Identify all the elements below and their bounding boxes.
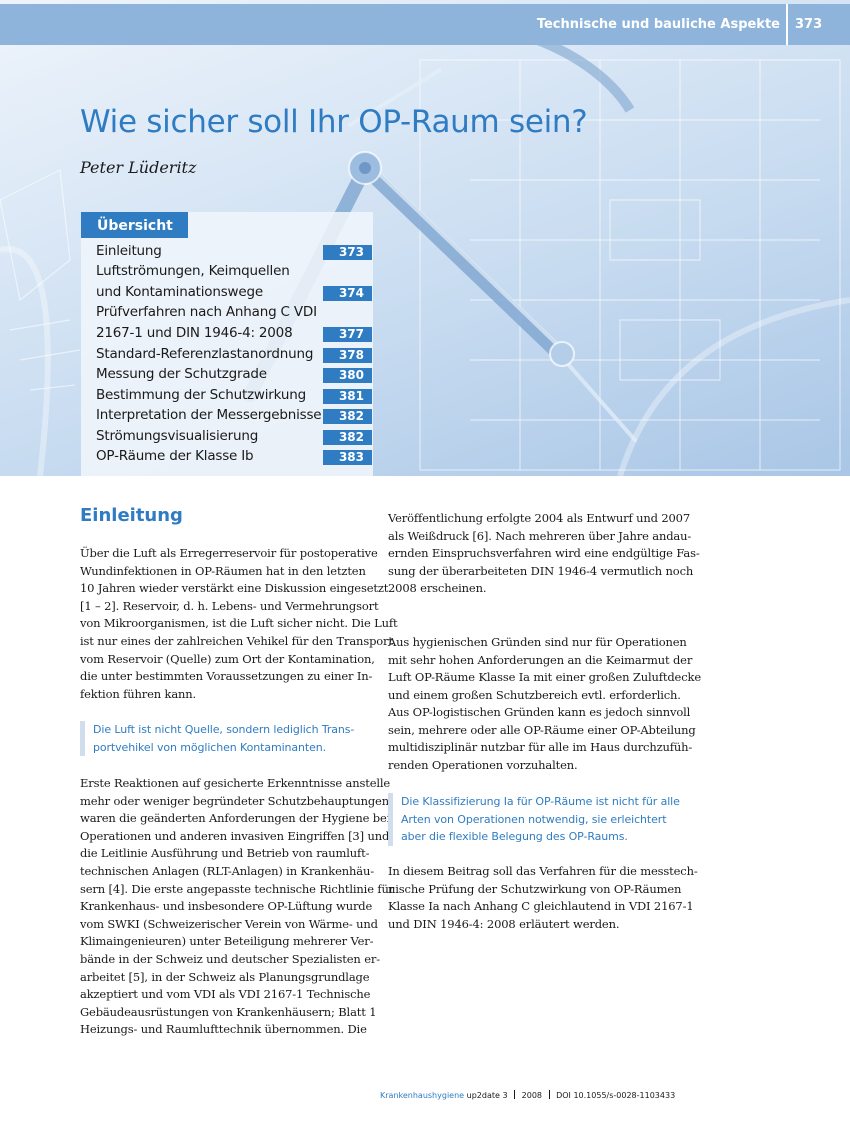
text-line: Arten von Operationen notwendig, sie erleichtert — [401, 812, 667, 826]
text-line: Die Luft ist nicht Quelle, sondern lediglich Trans- — [93, 723, 355, 736]
text-line: Operationen und anderen invasiven Eingriffen [3] und — [80, 828, 390, 843]
text-line: Über die Luft als Erregerreservoir für postoperative — [80, 546, 378, 560]
text-line: technischen Anlagen (RLT-Anlagen) in Krankenhäu- — [80, 863, 374, 878]
text-line: Klasse Ia nach Anhang C gleichlautend in VDI 2167-1 — [388, 899, 694, 914]
paragraph — [388, 634, 701, 704]
text-line: Klimaingenieuren) unter Beteiligung mehrerer Ver- — [80, 934, 374, 949]
toc-entry-page[interactable]: 373 — [323, 245, 372, 260]
text-line: 2008 erscheinen. — [388, 581, 487, 596]
toc-entry-label[interactable]: Interpretation der Messergebnisse — [96, 407, 322, 423]
toc-entry-page[interactable]: 380 — [323, 368, 372, 383]
toc-entry-label[interactable]: Luftströmungen, Keimquellen — [96, 263, 290, 279]
toc-entry-page[interactable]: 378 — [323, 348, 372, 363]
text-line: Krankenhaus- und insbesondere OP-Lüftung wurde — [80, 899, 373, 914]
text-line: die Leitlinie Ausführung und Betrieb von raumluft- — [80, 846, 370, 861]
text-line: akzeptiert und vom VDI als VDI 2167-1 Technische — [80, 987, 371, 1002]
page-number: 373 — [795, 17, 823, 32]
text-line: renden Operationen vorzuhalten. — [388, 757, 578, 772]
text-line: mehr oder weniger begründeter Schutzbehauptungen — [80, 793, 389, 808]
text-line: Gebäudeausrüstungen von Krankenhäusern; Blatt 1 — [80, 1004, 377, 1019]
section-title: Technische und bauliche Aspekte — [536, 17, 780, 32]
text-line: ist nur eines der zahlreichen Vehikel für den Transport — [80, 633, 393, 648]
divider — [514, 1090, 515, 1099]
text-line: sein, mehrere oder alle OP-Räume einer OP-Abteilung — [388, 722, 696, 737]
pull-quote — [388, 793, 680, 846]
text-line: Heizungs- und Raumlufttechnik übernommen. Die — [80, 1022, 367, 1037]
toc-entry-label[interactable]: Einleitung — [96, 243, 162, 259]
toc-entry-label[interactable]: Standard-Referenzlastanordnung — [96, 346, 314, 362]
text-line: von Mikroorganismen, ist die Luft sicher nicht. Die Luft — [80, 616, 398, 631]
toc-entry-page[interactable]: 382 — [323, 409, 372, 424]
text-line: bände in der Schweiz und deutscher Spezialisten er- — [80, 951, 380, 966]
text-line: und DIN 1946-4: 2008 erläutert werden. — [388, 916, 620, 931]
text-line: multidisziplinär nutzbar für alle im Haus durchzufüh- — [388, 740, 693, 755]
divider — [549, 1090, 550, 1099]
paragraph — [388, 704, 696, 774]
toc-entry-label[interactable]: OP-Räume der Klasse Ib — [96, 448, 254, 464]
text-line: In diesem Beitrag soll das Verfahren für die messtech- — [388, 864, 698, 878]
pull-quote — [80, 721, 354, 756]
text-line: Die Klassifizierung Ia für OP-Räume ist nicht für alle — [401, 795, 680, 808]
text-line: Aus OP-logistischen Gründen kann es jedoch sinnvoll — [388, 705, 691, 719]
article-title: Wie sicher soll Ihr OP-Raum sein? — [80, 104, 588, 140]
text-line: Erste Reaktionen auf gesicherte Erkenntnisse anstelle — [80, 776, 391, 790]
text-line: [1 – 2]. Reservoir, d. h. Lebens- und Vermehrungsort — [80, 598, 379, 613]
paragraph — [80, 775, 394, 1039]
section-heading: Einleitung — [80, 505, 183, 526]
text-line: fektion führen kann. — [80, 686, 197, 701]
text-line: arbeitet [5], in der Schweiz als Planungsgrundlage — [80, 969, 370, 984]
toc-heading-tab — [81, 212, 188, 238]
author-name: Peter Lüderitz — [80, 158, 197, 177]
text-line: Wundinfektionen in OP-Räumen hat in den letzten — [80, 563, 366, 578]
text-line: vom SWKI (Schweizerischer Verein von Wärme- und — [80, 916, 378, 931]
toc-entry-page[interactable]: 382 — [323, 430, 372, 445]
toc-entry-label[interactable]: 2167-1 und DIN 1946-4: 2008 — [96, 325, 293, 341]
text-line: Luft OP-Räume Klasse Ia mit einer großen Zuluftdecke — [388, 670, 701, 685]
text-line: mit sehr hohen Anforderungen an die Keimarmut der — [388, 652, 693, 667]
paragraph — [80, 545, 397, 703]
text-line: aber die flexible Belegung des OP-Raums. — [401, 830, 628, 844]
text-line: nische Prüfung der Schutzwirkung von OP-Räumen — [388, 881, 682, 896]
toc-entry-page[interactable]: 383 — [323, 450, 372, 465]
toc-entry-page[interactable]: 377 — [323, 327, 372, 342]
text-line: waren die geänderten Anforderungen der Hygiene bei — [80, 811, 391, 826]
toc-entry-label[interactable]: Messung der Schutzgrade — [96, 366, 267, 382]
text-line: vom Reservoir (Quelle) zum Ort der Kontamination, — [80, 651, 375, 666]
paragraph — [388, 863, 698, 933]
text-line: Aus hygienischen Gründen sind nur für Operationen — [388, 635, 687, 649]
toc-entry-label[interactable]: und Kontaminationswege — [96, 284, 263, 300]
issue-label: up2date 3 — [466, 1091, 508, 1100]
toc-entry-label[interactable]: Bestimmung der Schutzwirkung — [96, 387, 306, 403]
text-line: ernden Einspruchsverfahren wird eine endgültige Fas- — [388, 546, 700, 561]
year-label: 2008 — [521, 1091, 542, 1100]
toc-entry-label[interactable]: Prüfverfahren nach Anhang C VDI — [96, 304, 317, 320]
paragraph — [388, 510, 700, 598]
toc-entry-page[interactable]: 374 — [323, 286, 372, 301]
text-line: portvehikel von möglichen Kontaminanten. — [93, 740, 327, 754]
journal-name: Krankenhaushygiene — [380, 1091, 465, 1100]
text-line: 10 Jahren wieder verstärkt eine Diskussion eingesetzt — [80, 581, 389, 596]
text-line: Veröffentlichung erfolgte 2004 als Entwurf und 2007 — [388, 511, 691, 525]
text-line: die unter bestimmten Voraussetzungen zu einer In- — [80, 669, 373, 684]
footer — [380, 1090, 675, 1100]
text-line: und einem großen Schutzbereich evtl. erforderlich. — [388, 687, 681, 702]
text-line: sung der überarbeiteten DIN 1946-4 vermutlich noch — [388, 563, 694, 578]
doi-label[interactable]: DOI 10.1055/s-0028-1103433 — [556, 1091, 676, 1100]
toc-heading: Übersicht — [97, 218, 173, 234]
toc-entry-label[interactable]: Strömungsvisualisierung — [96, 428, 259, 444]
text-line: sern [4]. Die erste angepasste technische Richtlinie für — [80, 881, 395, 896]
text-line: als Weißdruck [6]. Nach mehreren über Jahre andau- — [388, 528, 692, 543]
toc-entry-page[interactable]: 381 — [323, 389, 372, 404]
